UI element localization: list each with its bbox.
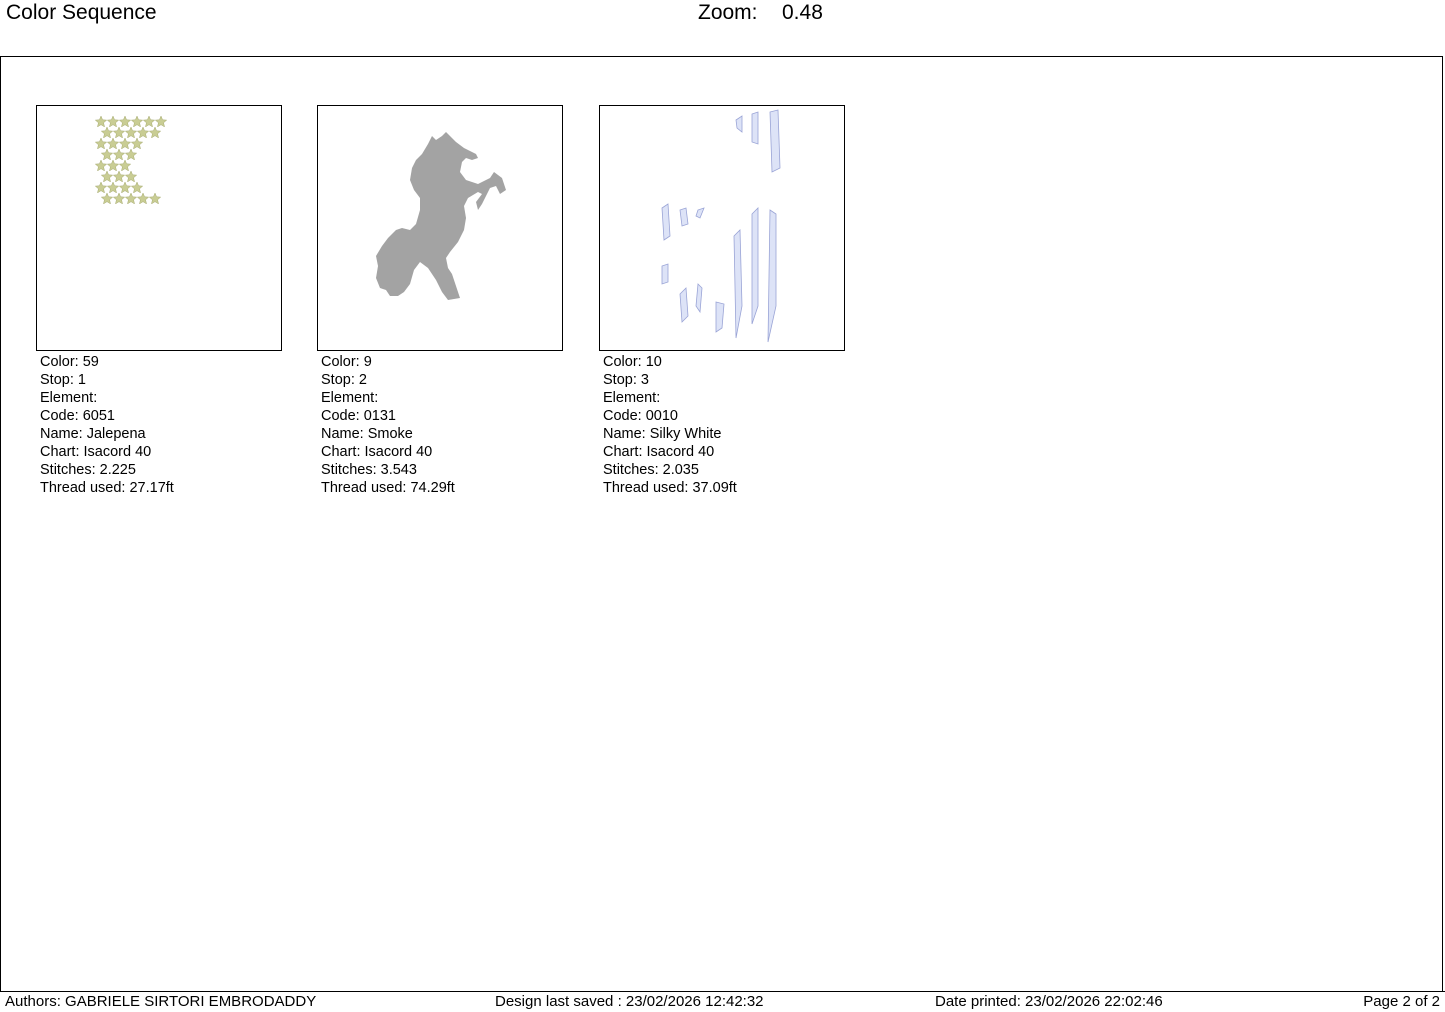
stars-icon <box>37 106 281 350</box>
thread-used: Thread used: 37.09ft <box>603 480 737 496</box>
thread-chart: Chart: Isacord 40 <box>603 444 715 460</box>
thread-used: Thread used: 74.29ft <box>321 480 455 496</box>
star-shape <box>107 160 118 171</box>
star-shape <box>95 182 106 193</box>
color-info-2 <box>321 353 455 497</box>
thread-name: Name: Smoke <box>321 426 413 442</box>
star-shape <box>131 182 142 193</box>
color-preview-1 <box>36 105 282 351</box>
stop-number: Stop: 1 <box>40 372 86 388</box>
element-label: Element: <box>321 390 379 406</box>
color-info-1 <box>40 353 174 497</box>
stitch-count: Stitches: 2.225 <box>40 462 136 478</box>
color-number: Color: 10 <box>603 354 662 370</box>
star-shape <box>137 127 148 138</box>
color-info-3 <box>603 353 737 497</box>
star-shape <box>119 182 130 193</box>
star-shape <box>95 116 106 127</box>
thread-chart: Chart: Isacord 40 <box>321 444 433 460</box>
footer-page-number: Page 2 of 2 <box>1363 993 1440 1010</box>
footer-last-saved: Design last saved : 23/02/2026 12:42:32 <box>495 993 764 1010</box>
thread-used: Thread used: 27.17ft <box>40 480 174 496</box>
color-number: Color: 9 <box>321 354 372 370</box>
star-shape <box>113 171 124 182</box>
stitch-count: Stitches: 3.543 <box>321 462 417 478</box>
page-title: Color Sequence <box>6 1 157 24</box>
star-shape <box>107 116 118 127</box>
star-shape <box>131 138 142 149</box>
star-shape <box>113 193 124 204</box>
thread-code: Code: 6051 <box>40 408 115 424</box>
star-shape <box>101 171 112 182</box>
star-shape <box>101 127 112 138</box>
thread-name: Name: Jalepena <box>40 426 146 442</box>
color-number: Color: 59 <box>40 354 99 370</box>
star-shape <box>155 116 166 127</box>
star-shape <box>107 182 118 193</box>
thread-code: Code: 0131 <box>321 408 396 424</box>
zoom-label: Zoom: <box>698 1 758 24</box>
stop-number: Stop: 2 <box>321 372 367 388</box>
star-shape <box>101 149 112 160</box>
star-shape <box>113 149 124 160</box>
zoom-value: 0.48 <box>782 1 823 24</box>
star-shape <box>137 193 148 204</box>
stop-number: Stop: 3 <box>603 372 649 388</box>
rearing-horse-icon <box>318 106 562 350</box>
star-shape <box>119 138 130 149</box>
star-shape <box>119 116 130 127</box>
star-shape <box>95 138 106 149</box>
star-shape <box>143 116 154 127</box>
star-shape <box>125 193 136 204</box>
flag-stripes-icon <box>600 106 844 350</box>
star-shape <box>125 171 136 182</box>
star-shape <box>107 138 118 149</box>
color-preview-3 <box>599 105 845 351</box>
stitch-count: Stitches: 2.035 <box>603 462 699 478</box>
star-shape <box>149 127 160 138</box>
element-label: Element: <box>603 390 661 406</box>
star-shape <box>101 193 112 204</box>
color-preview-2 <box>317 105 563 351</box>
thread-chart: Chart: Isacord 40 <box>40 444 152 460</box>
star-shape <box>113 127 124 138</box>
star-shape <box>125 127 136 138</box>
thread-code: Code: 0010 <box>603 408 678 424</box>
footer-authors: Authors: GABRIELE SIRTORI EMBRODADDY <box>5 993 317 1010</box>
star-shape <box>119 160 130 171</box>
star-shape <box>125 149 136 160</box>
star-shape <box>95 160 106 171</box>
star-shape <box>149 193 160 204</box>
star-shape <box>131 116 142 127</box>
thread-name: Name: Silky White <box>603 426 722 442</box>
element-label: Element: <box>40 390 98 406</box>
footer-divider <box>0 991 1445 992</box>
footer-date-printed: Date printed: 23/02/2026 22:02:46 <box>935 993 1163 1010</box>
